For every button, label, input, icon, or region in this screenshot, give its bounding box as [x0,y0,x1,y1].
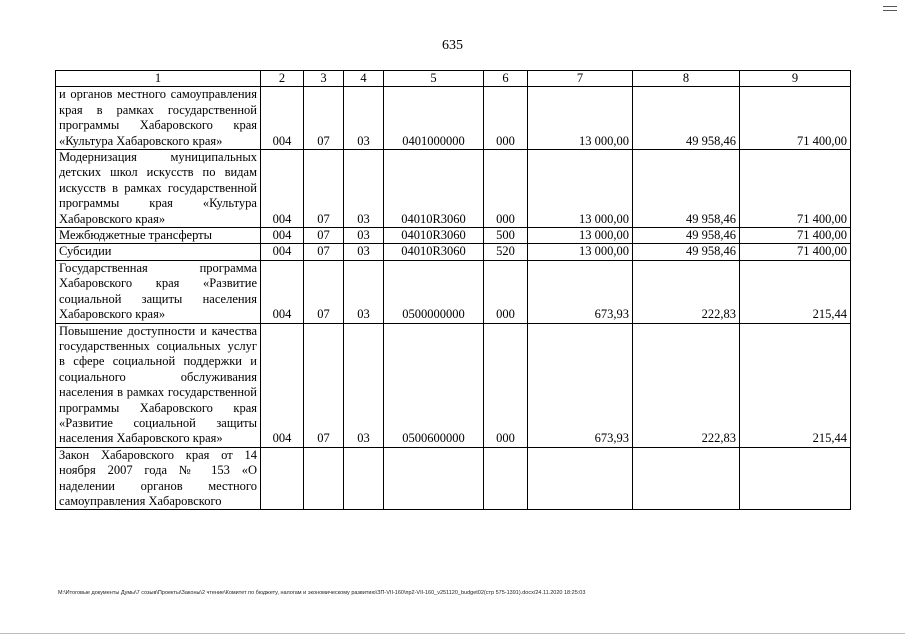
row-section [304,447,344,510]
row-expense-type: 000 [484,323,528,447]
table-row [56,244,851,260]
table-body [56,71,851,510]
row-code: 004 [261,244,304,260]
row-subsection: 03 [344,228,384,244]
table-row [56,260,851,323]
row-target-article: 0401000000 [384,87,484,150]
row-name: Государственная программа Хабаровского края «Развитие социальной защиты населения Хабаровского края» [56,260,261,323]
row-section: 07 [304,228,344,244]
row-target-article: 0500000000 [384,260,484,323]
row-subsection [344,447,384,510]
row-expense-type: 500 [484,228,528,244]
page-number: 635 [442,38,463,53]
row-name: и органов местного самоуправления края в рамках государственной программы Хабаровского края «Культура Хабаровского края» [56,87,261,150]
row-code: 004 [261,150,304,228]
row-amount-1: 13 000,00 [528,244,633,260]
header-cell: 1 [56,71,261,87]
row-amount-3: 215,44 [740,260,851,323]
row-target-article: 04010R3060 [384,228,484,244]
row-section: 07 [304,150,344,228]
row-target-article: 04010R3060 [384,244,484,260]
header-cell: 2 [261,71,304,87]
header-cell: 5 [384,71,484,87]
table-row [56,228,851,244]
row-code [261,447,304,510]
row-expense-type: 520 [484,244,528,260]
header-cell: 9 [740,71,851,87]
row-amount-3: 71 400,00 [740,228,851,244]
row-amount-2: 49 958,46 [633,150,740,228]
row-amount-2 [633,447,740,510]
row-code: 004 [261,323,304,447]
header-cell: 3 [304,71,344,87]
header-cell: 7 [528,71,633,87]
row-amount-2: 49 958,46 [633,244,740,260]
row-subsection: 03 [344,323,384,447]
row-target-article: 0500600000 [384,323,484,447]
row-code: 004 [261,87,304,150]
row-subsection: 03 [344,244,384,260]
row-amount-1 [528,447,633,510]
row-code: 004 [261,260,304,323]
row-amount-2: 49 958,46 [633,87,740,150]
budget-table [55,70,851,510]
row-name: Субсидии [56,244,261,260]
row-expense-type: 000 [484,87,528,150]
row-amount-3: 215,44 [740,323,851,447]
row-expense-type: 000 [484,150,528,228]
row-amount-2: 49 958,46 [633,228,740,244]
row-amount-3: 71 400,00 [740,87,851,150]
row-section: 07 [304,244,344,260]
table-row [56,447,851,510]
row-name: Закон Хабаровского края от 14 ноября 2007 года № 153 «О наделении органов местного самоуправления Хабаровского [56,447,261,510]
bottom-divider [0,633,905,634]
row-subsection: 03 [344,260,384,323]
row-name: Межбюджетные трансферты [56,228,261,244]
table-row [56,150,851,228]
row-section: 07 [304,260,344,323]
row-amount-1: 13 000,00 [528,87,633,150]
table-row [56,323,851,447]
row-amount-3: 71 400,00 [740,244,851,260]
header-row [56,71,851,87]
row-subsection: 03 [344,87,384,150]
row-name: Модернизация муниципальных детских школ искусств по видам искусств в рамках государственной программы края «Культура Хабаровского края» [56,150,261,228]
row-expense-type [484,447,528,510]
row-name: Повышение доступности и качества государственных социальных услуг в сфере социальной поддержки и социального обслуживания населения в рамках государственной программы Хабаровского края «Развитие социальной защиты населения Хабаровского края» [56,323,261,447]
row-amount-1: 673,93 [528,260,633,323]
header-cell: 8 [633,71,740,87]
header-cell: 4 [344,71,384,87]
header-cell: 6 [484,71,528,87]
row-section: 07 [304,87,344,150]
row-amount-1: 673,93 [528,323,633,447]
row-target-article: 04010R3060 [384,150,484,228]
footer-file-path: M:\Итоговые документы Думы\7 созыв\Проекты\Законы\2 чтение\Комитет по бюджету, налогам и экономическому развитию\ЗП-VII-160\пр2-VII-160_v251120_budget02(стр 575-1391).docx/24.11.2020 18:25:03 [58,590,586,596]
row-code: 004 [261,228,304,244]
corner-mark [883,6,897,11]
row-target-article [384,447,484,510]
row-section: 07 [304,323,344,447]
row-amount-1: 13 000,00 [528,228,633,244]
row-amount-2: 222,83 [633,323,740,447]
row-amount-1: 13 000,00 [528,150,633,228]
row-expense-type: 000 [484,260,528,323]
row-subsection: 03 [344,150,384,228]
row-amount-3 [740,447,851,510]
table-row [56,87,851,150]
row-amount-2: 222,83 [633,260,740,323]
row-amount-3: 71 400,00 [740,150,851,228]
